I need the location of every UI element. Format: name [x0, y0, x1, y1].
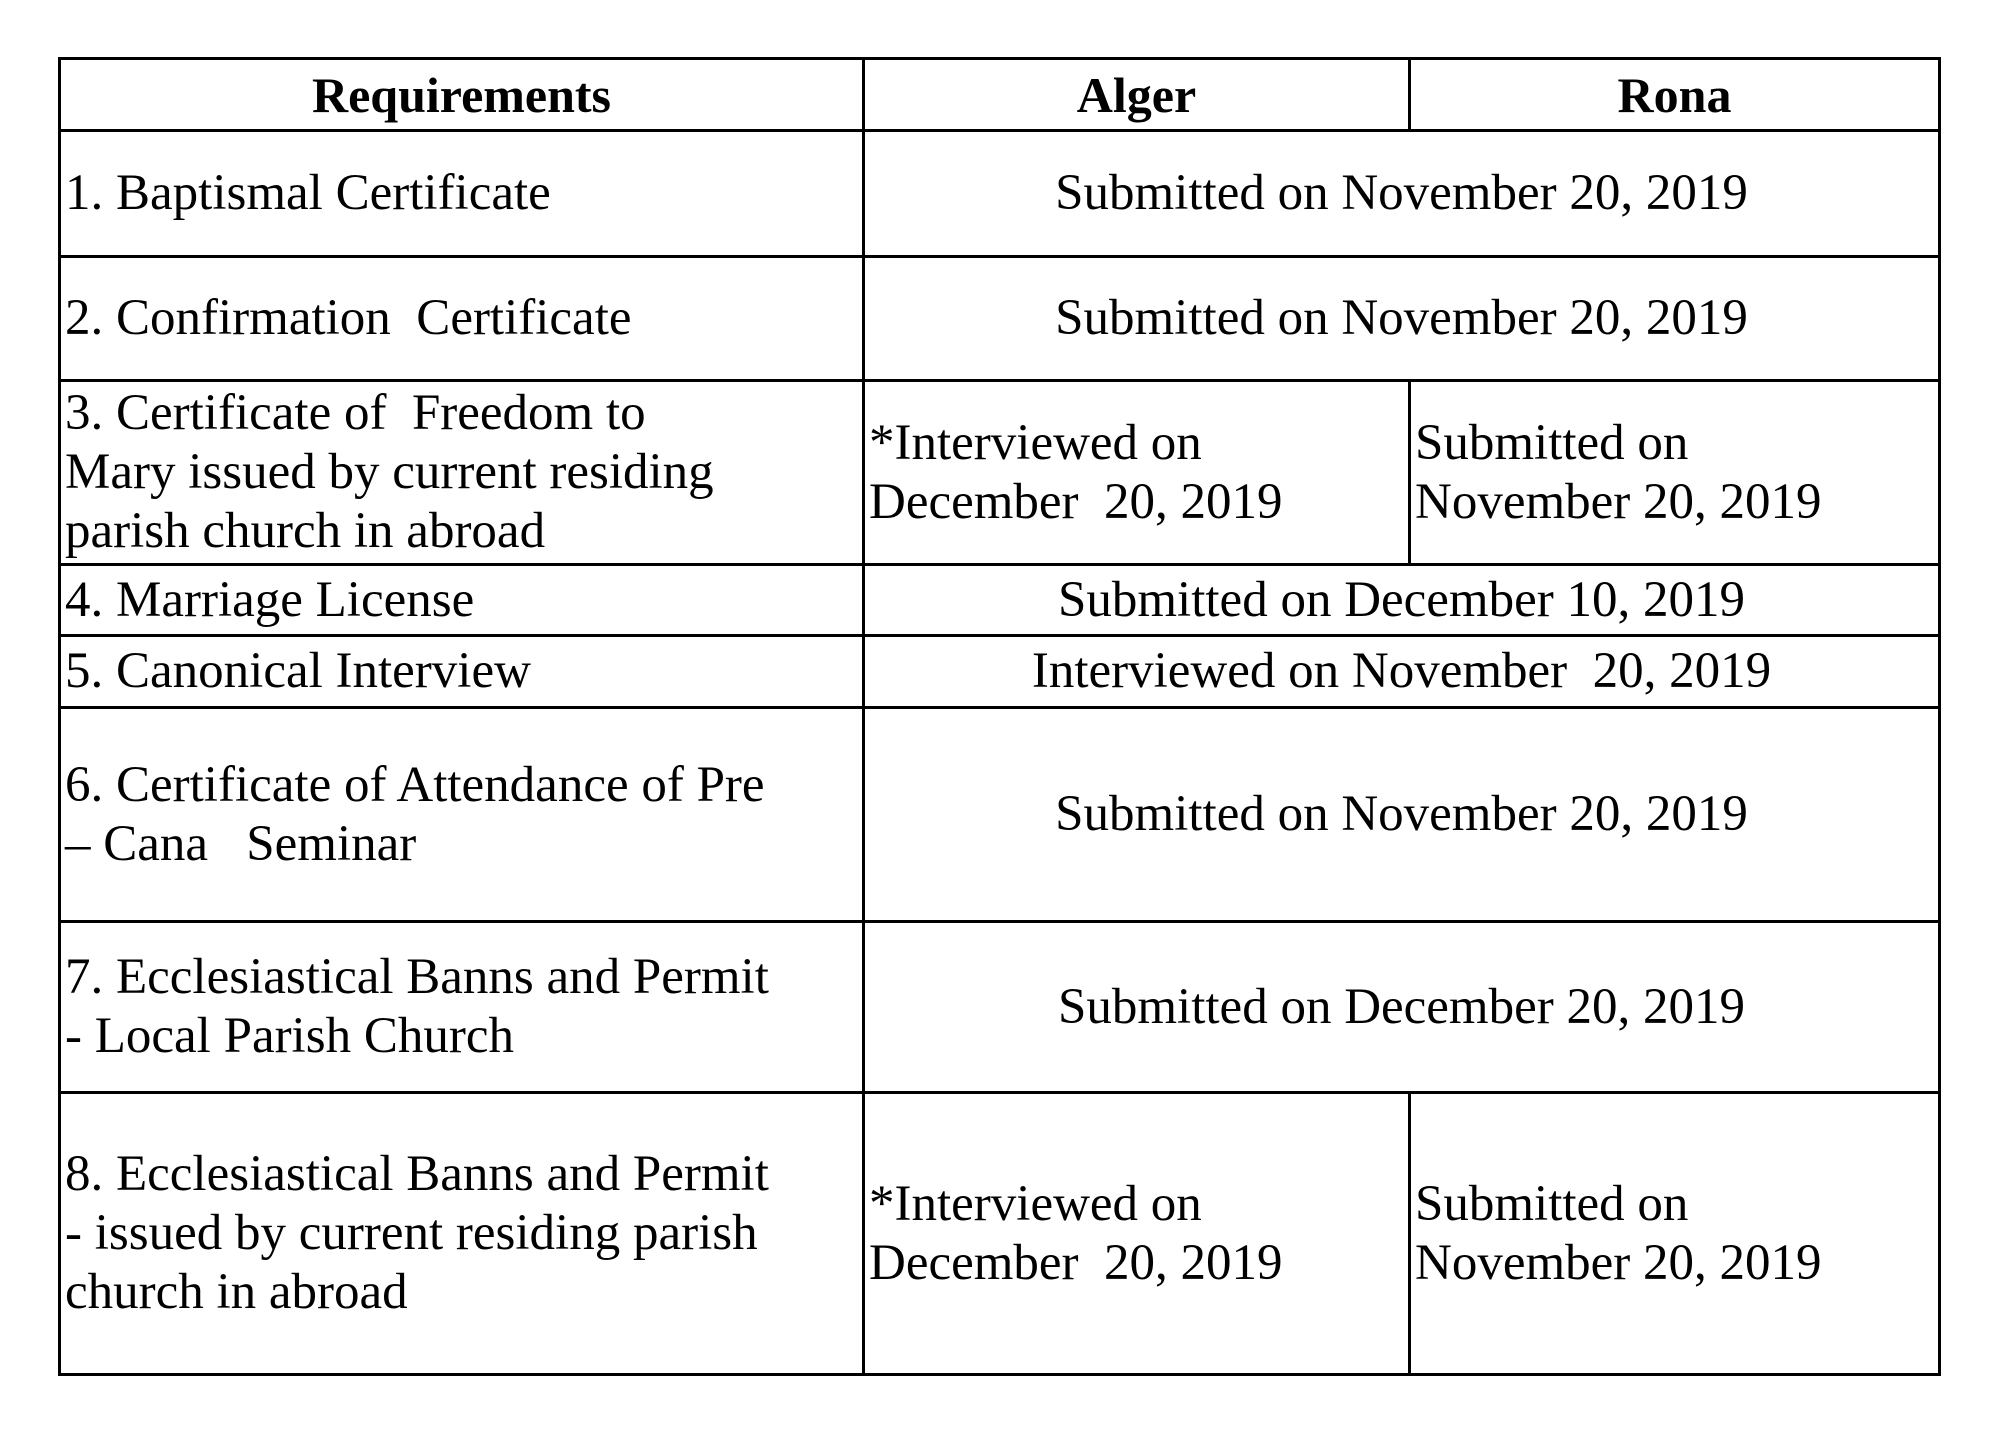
table-row: [60, 922, 1940, 1093]
header-rona: Rona: [1410, 59, 1940, 131]
table-row: [60, 1093, 1940, 1375]
requirement-cell: 8. Ecclesiastical Banns and Permit - issued by current residing parish church in abroad: [60, 1093, 864, 1375]
rona-status-cell: Submitted on November 20, 2019: [1410, 381, 1940, 565]
alger-status-cell: *Interviewed on December 20, 2019: [864, 381, 1410, 565]
table-row: [60, 131, 1940, 257]
table-row: [60, 708, 1940, 922]
status-cell: Submitted on November 20, 2019: [864, 708, 1940, 922]
requirement-cell: 7. Ecclesiastical Banns and Permit - Local Parish Church: [60, 922, 864, 1093]
header-row: [60, 59, 1940, 131]
status-cell: Submitted on December 20, 2019: [864, 922, 1940, 1093]
table-row: [60, 636, 1940, 708]
requirements-table: [58, 57, 1941, 1376]
status-cell: Submitted on November 20, 2019: [864, 257, 1940, 381]
requirement-cell: 4. Marriage License: [60, 565, 864, 636]
table-row: [60, 257, 1940, 381]
status-cell: Submitted on November 20, 2019: [864, 131, 1940, 257]
requirement-cell: 5. Canonical Interview: [60, 636, 864, 708]
header-alger: Alger: [864, 59, 1410, 131]
status-cell: Interviewed on November 20, 2019: [864, 636, 1940, 708]
table-row: [60, 565, 1940, 636]
header-requirements: Requirements: [60, 59, 864, 131]
table-row: [60, 381, 1940, 565]
rona-status-cell: Submitted on November 20, 2019: [1410, 1093, 1940, 1375]
requirement-cell: 1. Baptismal Certificate: [60, 131, 864, 257]
status-cell: Submitted on December 10, 2019: [864, 565, 1940, 636]
alger-status-cell: *Interviewed on December 20, 2019: [864, 1093, 1410, 1375]
requirement-cell: 3. Certificate of Freedom to Mary issued by current residing parish church in abroad: [60, 381, 864, 565]
requirement-cell: 6. Certificate of Attendance of Pre – Cana Seminar: [60, 708, 864, 922]
requirement-cell: 2. Confirmation Certificate: [60, 257, 864, 381]
